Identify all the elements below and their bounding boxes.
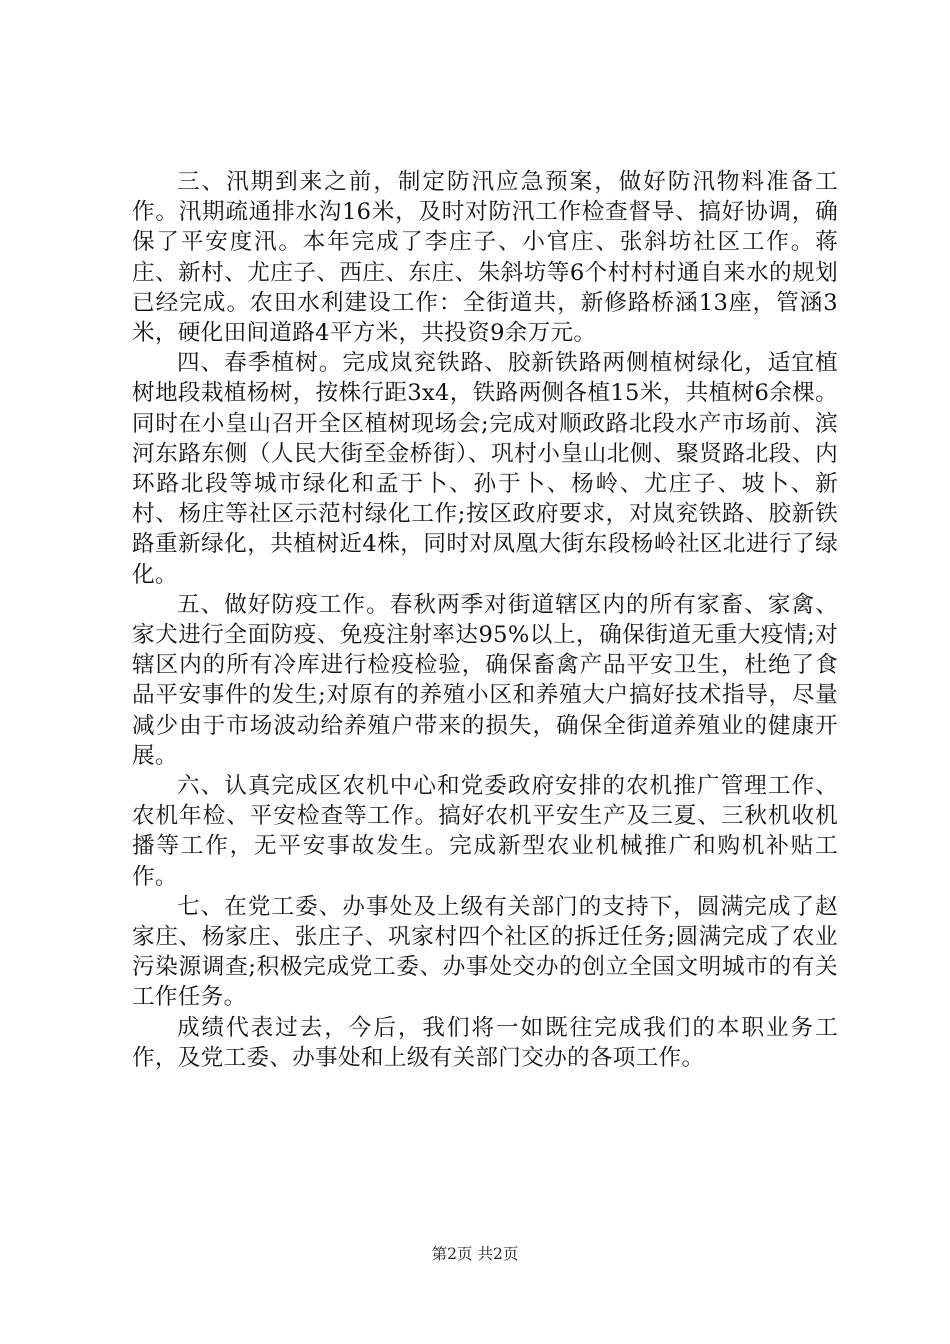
paragraph-conclusion: 成绩代表过去，今后，我们将一如既往完成我们的本职业务工作，及党工委、办事处和上级有关部门交办的各项工作。	[132, 1014, 838, 1071]
document-body	[132, 167, 838, 1073]
paragraph-epidemic-prevention: 五、做好防疫工作。春秋两季对街道辖区内的所有家畜、家禽、家犬进行全面防疫、免疫注射率达95%以上，确保街道无重大疫情;对辖区内的所有冷库进行检疫检验，确保畜禽产品平安卫生，杜绝了食品平安事件的发生;对原有的养殖小区和养殖大户搞好技术指导，尽量减少由于市场波动给养殖户带来的损失，确保全街道养殖业的健康开展。	[132, 591, 838, 769]
page-number-footer: 第2页 共2页	[431, 1245, 519, 1263]
paragraph-flood-control: 三、汛期到来之前，制定防汛应急预案，做好防汛物料准备工作。汛期疏通排水沟16米，及时对防汛工作检查督导、搞好协调，确保了平安度汛。本年完成了李庄子、小官庄、张斜坊社区工作。蒋庄、新村、尤庄子、西庄、东庄、朱斜坊等6个村村村通自来水的规划已经完成。农田水利建设工作：全街道共，新修路桥涵13座，管涵3米，硬化田间道路4平方米，共投资9余万元。	[132, 169, 838, 347]
paragraph-relocation-tasks: 七、在党工委、办事处及上级有关部门的支持下，圆满完成了赵家庄、杨家庄、张庄子、巩家村四个社区的拆迁任务;圆满完成了农业污染源调查;积极完成党工委、办事处交办的创立全国文明城市的有关工作任务。	[132, 893, 838, 1011]
paragraph-spring-planting: 四、春季植树。完成岚兖铁路、胶新铁路两侧植树绿化，适宜植树地段栽植杨树，按株行距3x4，铁路两侧各植15米，共植树6余棵。同时在小皇山召开全区植树现场会;完成对顺政路北段水产市场前、滨河东路东侧（人民大街至金桥街）、巩村小皇山北侧、聚贤路北段、内环路北段等城市绿化和孟于卜、孙于卜、杨岭、尤庄子、坡卜、新村、杨庄等社区示范村绿化工作;按区政府要求，对岚兖铁路、胶新铁路重新绿化，共植树近4株，同时对凤凰大街东段杨岭社区北进行了绿化。	[132, 350, 838, 588]
paragraph-agricultural-machinery: 六、认真完成区农机中心和党委政府安排的农机推广管理工作、农机年检、平安检查等工作。搞好农机平安生产及三夏、三秋机收机播等工作，无平安事故发生。完成新型农业机械推广和购机补贴工作。	[132, 773, 838, 890]
